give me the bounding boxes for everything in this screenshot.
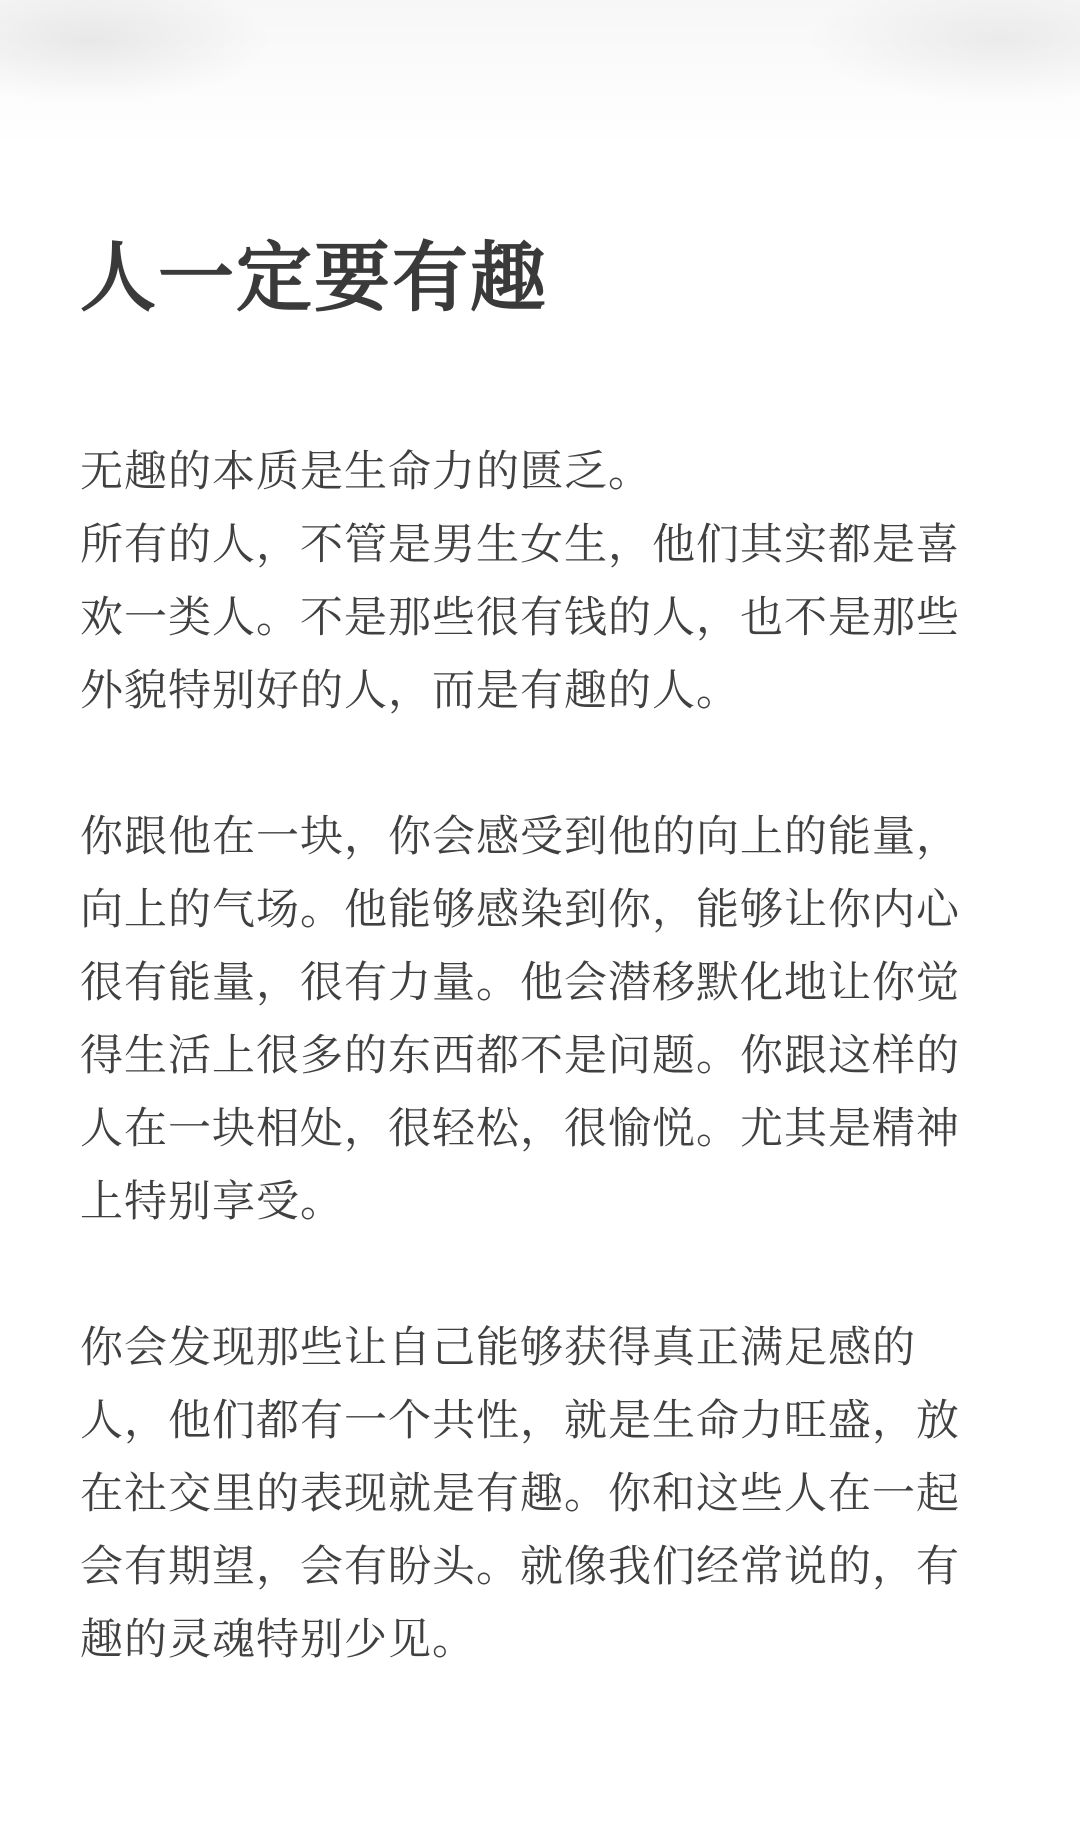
paragraph-3 — [80, 1312, 1040, 1677]
text-line: 得生活上很多的东西都不是问题。你跟这样的 — [80, 1031, 960, 1081]
paragraph-2 — [80, 801, 1040, 1239]
text-line: 你会发现那些让自己能够获得真正满足感的 — [80, 1323, 916, 1373]
article-body — [80, 436, 1040, 1677]
text-line: 你跟他在一块，你会感受到他的向上的能量， — [80, 812, 960, 862]
paragraph-1 — [80, 436, 1040, 728]
article-title: 人一定要有趣 — [80, 233, 548, 322]
text-line: 外貌特别好的人，而是有趣的人。 — [80, 666, 740, 716]
text-line: 人，他们都有一个共性，就是生命力旺盛，放 — [80, 1396, 960, 1446]
text-line: 上特别享受。 — [80, 1177, 344, 1227]
top-shadow — [0, 0, 1080, 150]
text-line: 会有期望，会有盼头。就像我们经常说的，有 — [80, 1542, 960, 1592]
text-line: 在社交里的表现就是有趣。你和这些人在一起 — [80, 1469, 960, 1519]
text-line: 人在一块相处，很轻松，很愉悦。尤其是精神 — [80, 1104, 960, 1154]
text-line: 无趣的本质是生命力的匮乏。 — [80, 447, 652, 497]
text-line: 很有能量，很有力量。他会潜移默化地让你觉 — [80, 958, 960, 1008]
text-line: 欢一类人。不是那些很有钱的人，也不是那些 — [80, 593, 960, 643]
text-line: 所有的人，不管是男生女生，他们其实都是喜 — [80, 520, 960, 570]
text-line: 趣的灵魂特别少见。 — [80, 1615, 476, 1665]
text-line: 向上的气场。他能够感染到你，能够让你内心 — [80, 885, 960, 935]
article — [80, 233, 1040, 1677]
